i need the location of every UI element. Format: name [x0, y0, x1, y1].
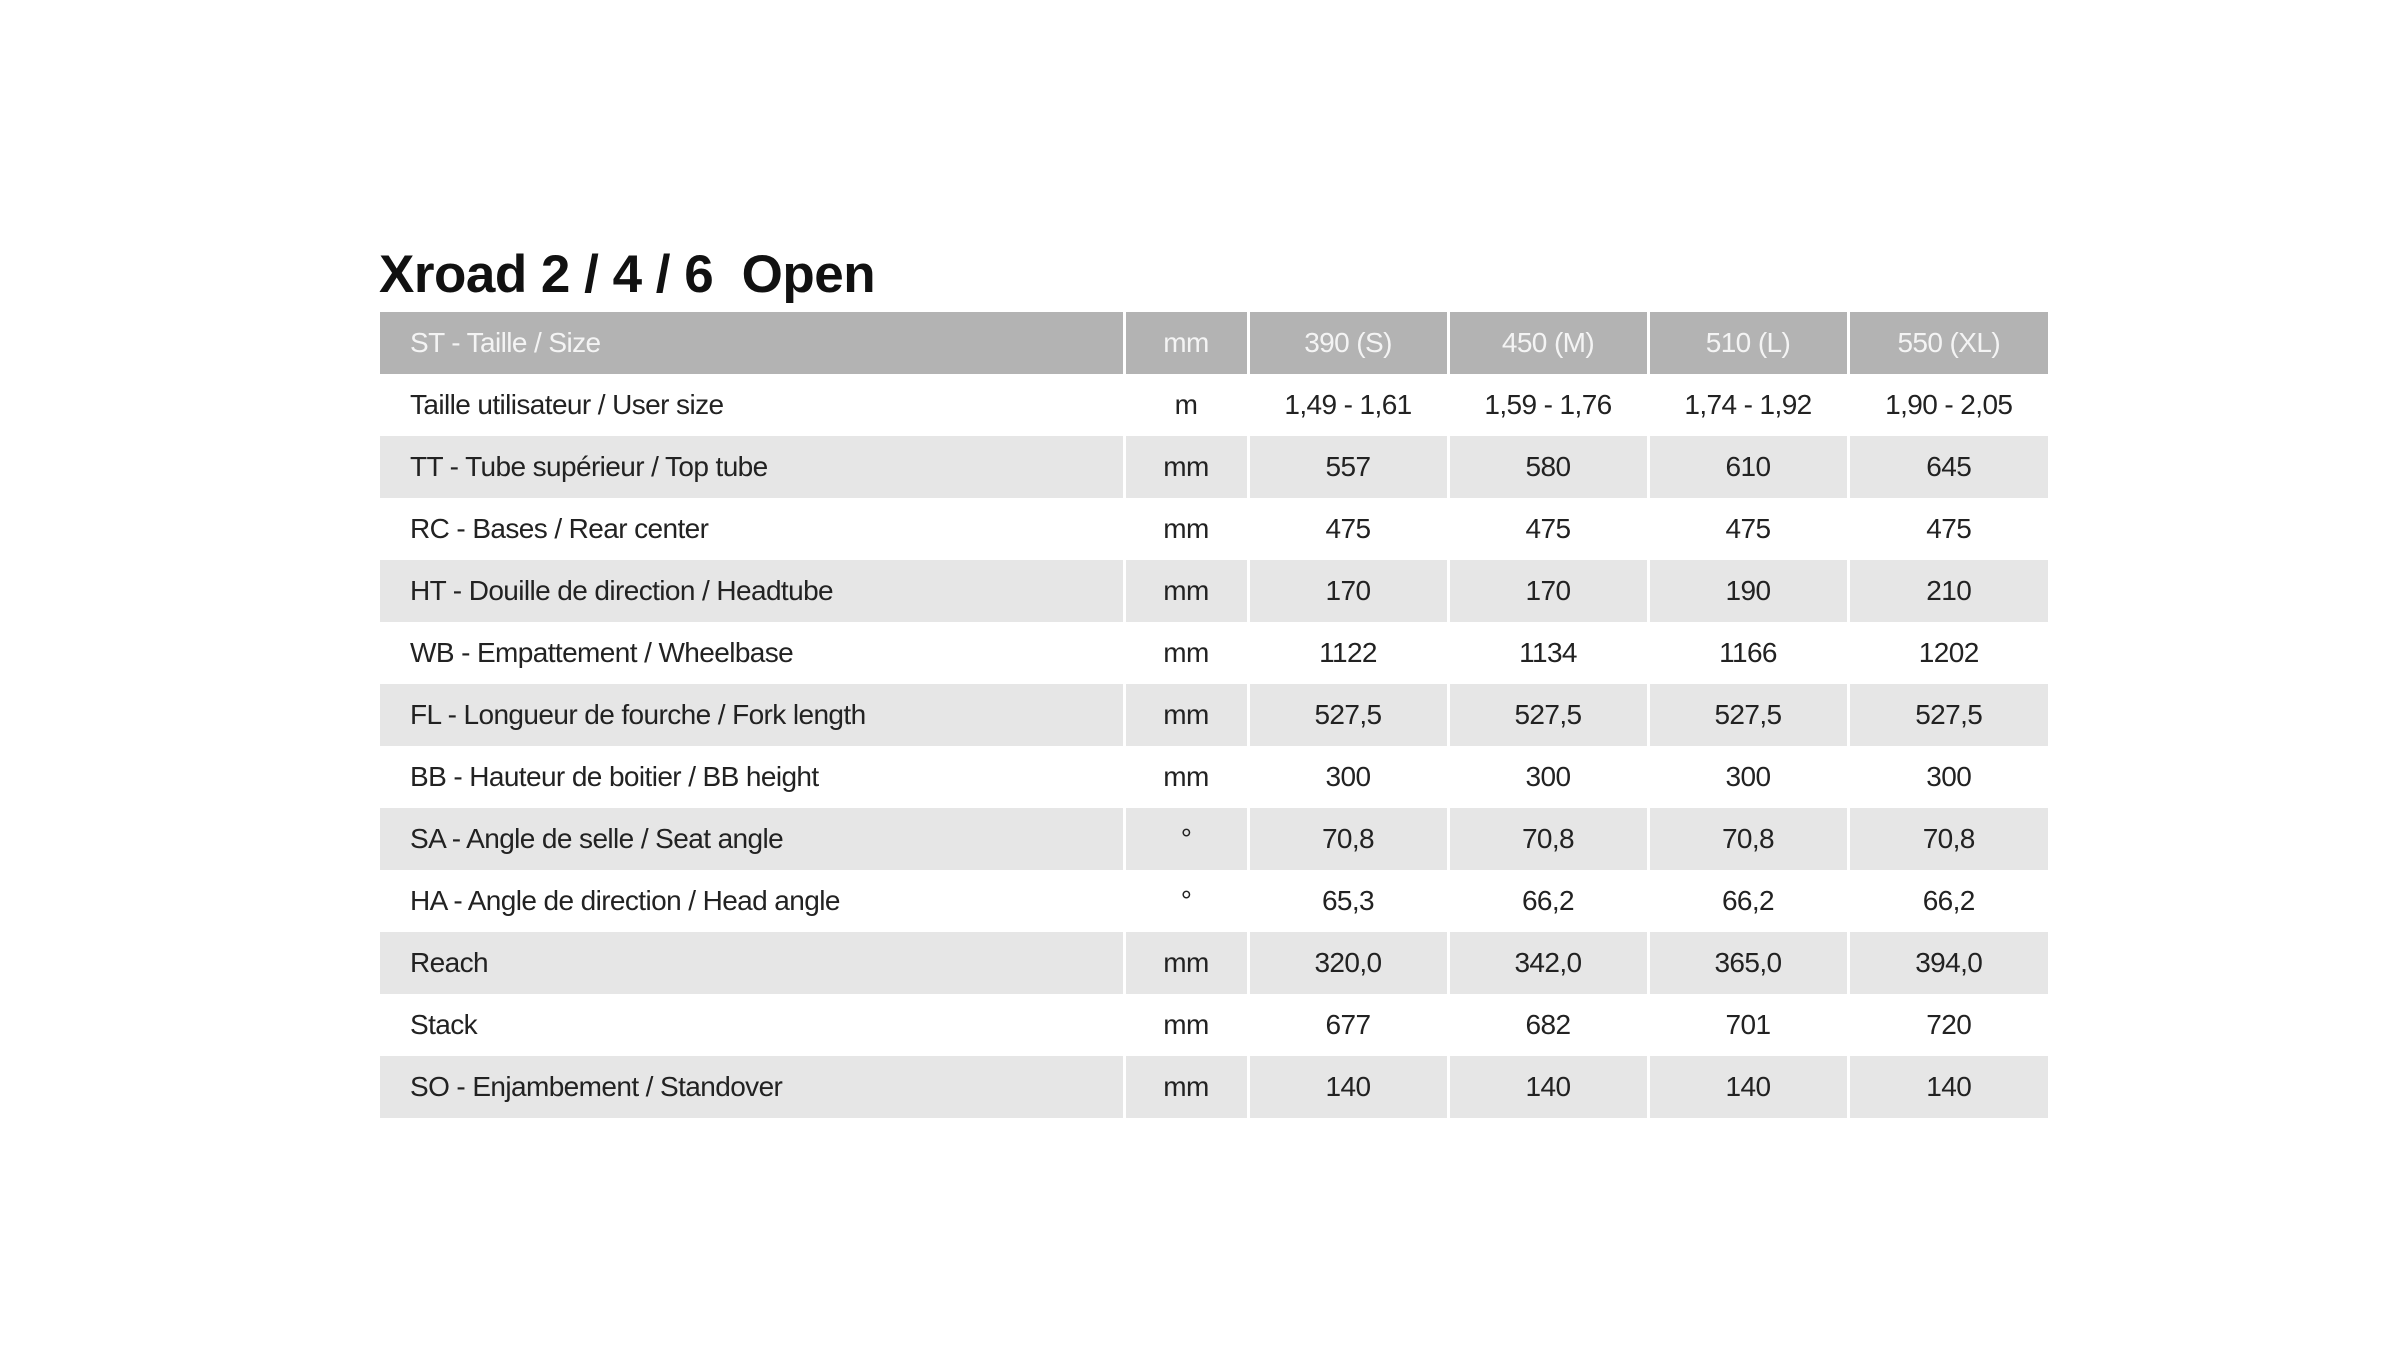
- table-row: [380, 374, 2048, 436]
- row-value-cell: 527,5: [1648, 684, 1848, 746]
- row-value-cell: 66,2: [1448, 870, 1648, 932]
- row-unit-cell: mm: [1124, 994, 1248, 1056]
- table-row: [380, 746, 2048, 808]
- row-value-cell: 720: [1848, 994, 2048, 1056]
- row-unit-cell: mm: [1124, 622, 1248, 684]
- row-value-cell: 527,5: [1248, 684, 1448, 746]
- row-value-cell: 475: [1648, 498, 1848, 560]
- table-header-row: [380, 312, 2048, 374]
- row-value-cell: 190: [1648, 560, 1848, 622]
- row-value-cell: 1,49 - 1,61: [1248, 374, 1448, 436]
- header-size-l: 510 (L): [1648, 312, 1848, 374]
- header-size-s: 390 (S): [1248, 312, 1448, 374]
- header-size-xl: 550 (XL): [1848, 312, 2048, 374]
- table-row: [380, 808, 2048, 870]
- row-value-cell: 475: [1848, 498, 2048, 560]
- row-value-cell: 300: [1648, 746, 1848, 808]
- table-row: [380, 622, 2048, 684]
- row-value-cell: 527,5: [1848, 684, 2048, 746]
- row-label-cell: BB - Hauteur de boitier / BB height: [380, 746, 1124, 808]
- row-value-cell: 140: [1848, 1056, 2048, 1118]
- table-row: [380, 560, 2048, 622]
- row-unit-cell: mm: [1124, 436, 1248, 498]
- row-unit-cell: mm: [1124, 498, 1248, 560]
- row-value-cell: 677: [1248, 994, 1448, 1056]
- row-value-cell: 682: [1448, 994, 1648, 1056]
- table-row: [380, 870, 2048, 932]
- row-value-cell: 70,8: [1648, 808, 1848, 870]
- row-unit-cell: mm: [1124, 932, 1248, 994]
- table-row: [380, 994, 2048, 1056]
- table-row: [380, 436, 2048, 498]
- row-label-cell: Stack: [380, 994, 1124, 1056]
- row-unit-cell: mm: [1124, 1056, 1248, 1118]
- row-unit-cell: °: [1124, 870, 1248, 932]
- row-value-cell: 527,5: [1448, 684, 1648, 746]
- row-unit-cell: °: [1124, 808, 1248, 870]
- header-unit-cell: mm: [1124, 312, 1248, 374]
- row-value-cell: 65,3: [1248, 870, 1448, 932]
- row-value-cell: 70,8: [1848, 808, 2048, 870]
- row-value-cell: 140: [1648, 1056, 1848, 1118]
- row-value-cell: 610: [1648, 436, 1848, 498]
- header-size-m: 450 (M): [1448, 312, 1648, 374]
- row-value-cell: 1122: [1248, 622, 1448, 684]
- row-value-cell: 170: [1448, 560, 1648, 622]
- row-value-cell: 140: [1248, 1056, 1448, 1118]
- header-label-cell: ST - Taille / Size: [380, 312, 1124, 374]
- row-label-cell: Reach: [380, 932, 1124, 994]
- row-label-cell: SA - Angle de selle / Seat angle: [380, 808, 1124, 870]
- row-label-cell: WB - Empattement / Wheelbase: [380, 622, 1124, 684]
- geometry-table: [380, 312, 2048, 1118]
- row-value-cell: 1,74 - 1,92: [1648, 374, 1848, 436]
- row-value-cell: 66,2: [1648, 870, 1848, 932]
- table-row: [380, 498, 2048, 560]
- row-value-cell: 140: [1448, 1056, 1648, 1118]
- row-value-cell: 365,0: [1648, 932, 1848, 994]
- row-value-cell: 1,59 - 1,76: [1448, 374, 1648, 436]
- row-value-cell: 70,8: [1248, 808, 1448, 870]
- row-value-cell: 170: [1248, 560, 1448, 622]
- row-value-cell: 394,0: [1848, 932, 2048, 994]
- row-value-cell: 210: [1848, 560, 2048, 622]
- row-value-cell: 342,0: [1448, 932, 1648, 994]
- row-value-cell: 1202: [1848, 622, 2048, 684]
- row-label-cell: FL - Longueur de fourche / Fork length: [380, 684, 1124, 746]
- row-label-cell: HT - Douille de direction / Headtube: [380, 560, 1124, 622]
- row-value-cell: 645: [1848, 436, 2048, 498]
- row-value-cell: 66,2: [1848, 870, 2048, 932]
- row-label-cell: SO - Enjambement / Standover: [380, 1056, 1124, 1118]
- row-value-cell: 70,8: [1448, 808, 1648, 870]
- row-value-cell: 557: [1248, 436, 1448, 498]
- table-body: [380, 374, 2048, 1118]
- row-unit-cell: mm: [1124, 560, 1248, 622]
- row-unit-cell: mm: [1124, 684, 1248, 746]
- row-value-cell: 475: [1248, 498, 1448, 560]
- row-value-cell: 701: [1648, 994, 1848, 1056]
- row-unit-cell: m: [1124, 374, 1248, 436]
- row-value-cell: 320,0: [1248, 932, 1448, 994]
- row-label-cell: HA - Angle de direction / Head angle: [380, 870, 1124, 932]
- row-value-cell: 1134: [1448, 622, 1648, 684]
- row-unit-cell: mm: [1124, 746, 1248, 808]
- row-label-cell: TT - Tube supérieur / Top tube: [380, 436, 1124, 498]
- row-label-cell: RC - Bases / Rear center: [380, 498, 1124, 560]
- row-value-cell: 300: [1248, 746, 1448, 808]
- table-row: [380, 1056, 2048, 1118]
- row-label-cell: Taille utilisateur / User size: [380, 374, 1124, 436]
- row-value-cell: 580: [1448, 436, 1648, 498]
- table-row: [380, 932, 2048, 994]
- table-row: [380, 684, 2048, 746]
- row-value-cell: 300: [1848, 746, 2048, 808]
- row-value-cell: 300: [1448, 746, 1648, 808]
- row-value-cell: 1166: [1648, 622, 1848, 684]
- row-value-cell: 475: [1448, 498, 1648, 560]
- row-value-cell: 1,90 - 2,05: [1848, 374, 2048, 436]
- page-title: Xroad 2 / 4 / 6 Open: [379, 245, 876, 304]
